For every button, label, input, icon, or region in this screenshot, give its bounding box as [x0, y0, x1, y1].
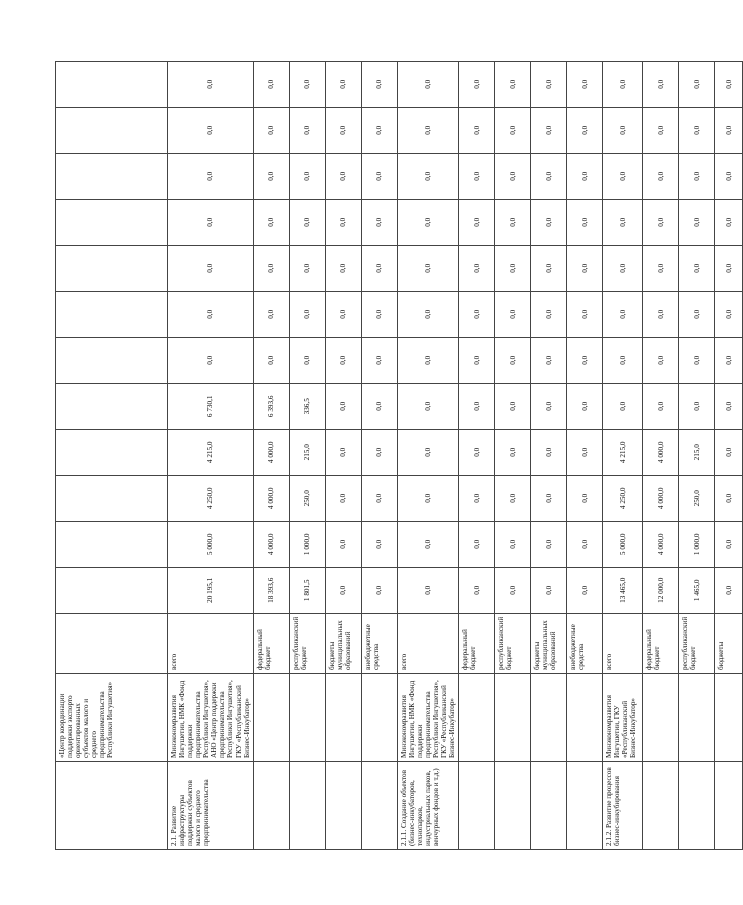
value-cell: 4 215,0: [168, 429, 254, 475]
value-cell: [56, 567, 168, 613]
value-cell: 0,0: [168, 337, 254, 383]
event-cell: [56, 762, 168, 850]
value-cell: 0,0: [495, 107, 531, 153]
value-cell: 0,0: [715, 153, 743, 199]
event-cell: [325, 762, 361, 850]
value-cell: 0,0: [679, 199, 715, 245]
table-row: [715, 61, 743, 849]
value-cell: 0,0: [643, 153, 679, 199]
value-cell: 0,0: [715, 383, 743, 429]
value-cell: 0,0: [643, 61, 679, 107]
value-cell: 1 000,0: [679, 521, 715, 567]
value-cell: 0,0: [531, 153, 567, 199]
value-cell: 0,0: [397, 521, 458, 567]
funding-source-cell: федеральный бюджет: [643, 613, 679, 673]
value-cell: 0,0: [567, 107, 603, 153]
event-cell: [679, 762, 715, 850]
value-cell: 13 465,0: [603, 567, 643, 613]
value-cell: 0,0: [715, 429, 743, 475]
executor-cell: Минэкономразвития Ингушетии, НМК «Фонд поддержки предпринимательства Республики Ингушетия», АНО «Центр поддержки предпринимательства Республики Ингушетия», ГКУ «Республиканский Бизнес-Инкубатор»: [168, 674, 254, 762]
value-cell: 0,0: [253, 61, 289, 107]
value-cell: 0,0: [531, 291, 567, 337]
funding-source-cell: [56, 613, 168, 673]
value-cell: 0,0: [168, 107, 254, 153]
value-cell: 0,0: [567, 245, 603, 291]
value-cell: 0,0: [643, 107, 679, 153]
value-cell: 0,0: [361, 153, 397, 199]
value-cell: 0,0: [361, 245, 397, 291]
value-cell: [56, 475, 168, 521]
value-cell: 0,0: [253, 199, 289, 245]
value-cell: 4 000,0: [643, 475, 679, 521]
value-cell: 0,0: [679, 61, 715, 107]
value-cell: 0,0: [325, 475, 361, 521]
table-row: [531, 61, 567, 849]
value-cell: 0,0: [361, 107, 397, 153]
value-cell: 0,0: [459, 153, 495, 199]
value-cell: 0,0: [531, 567, 567, 613]
value-cell: 0,0: [603, 61, 643, 107]
executor-cell: [567, 674, 603, 762]
value-cell: 0,0: [679, 107, 715, 153]
value-cell: 0,0: [567, 291, 603, 337]
executor-cell: Минэкономразвития Ингушетии, НМК «Фонд поддержки предпринимательства Республики Ингушетия», ГКУ «Республиканский Бизнес-Инкубатор»: [397, 674, 458, 762]
event-cell: [459, 762, 495, 850]
event-cell: 2.1.2. Развитие процессов бизнес-инкубирования: [603, 762, 643, 850]
funding-source-cell: республиканский бюджет: [495, 613, 531, 673]
value-cell: 0,0: [715, 337, 743, 383]
value-cell: 0,0: [567, 383, 603, 429]
value-cell: 0,0: [397, 291, 458, 337]
table-row: [459, 61, 495, 849]
value-cell: 215,0: [289, 429, 325, 475]
value-cell: 0,0: [459, 291, 495, 337]
value-cell: 0,0: [289, 199, 325, 245]
value-cell: 0,0: [495, 291, 531, 337]
funding-source-cell: внебюджетные средства: [361, 613, 397, 673]
funding-source-cell: бюджеты: [715, 613, 743, 673]
event-cell: [643, 762, 679, 850]
funding-source-cell: республиканский бюджет: [289, 613, 325, 673]
executor-cell: [459, 674, 495, 762]
value-cell: 0,0: [397, 567, 458, 613]
value-cell: 0,0: [679, 245, 715, 291]
value-cell: 0,0: [168, 245, 254, 291]
value-cell: 0,0: [361, 567, 397, 613]
value-cell: 0,0: [495, 521, 531, 567]
value-cell: 0,0: [459, 245, 495, 291]
value-cell: 4 000,0: [643, 429, 679, 475]
funding-source-cell: всего: [603, 613, 643, 673]
value-cell: 0,0: [397, 107, 458, 153]
executor-cell: [679, 674, 715, 762]
value-cell: 0,0: [361, 475, 397, 521]
value-cell: 0,0: [603, 153, 643, 199]
value-cell: 0,0: [495, 429, 531, 475]
value-cell: [56, 521, 168, 567]
value-cell: 0,0: [567, 521, 603, 567]
value-cell: 0,0: [325, 567, 361, 613]
value-cell: 0,0: [397, 199, 458, 245]
value-cell: 0,0: [643, 245, 679, 291]
value-cell: 0,0: [325, 153, 361, 199]
value-cell: 0,0: [567, 337, 603, 383]
value-cell: 0,0: [289, 337, 325, 383]
executor-cell: [643, 674, 679, 762]
value-cell: 0,0: [325, 337, 361, 383]
event-cell: [361, 762, 397, 850]
value-cell: 0,0: [325, 521, 361, 567]
value-cell: 215,0: [679, 429, 715, 475]
funding-source-cell: бюджеты муниципальных образований: [325, 613, 361, 673]
value-cell: 0,0: [459, 429, 495, 475]
table-row: [253, 61, 289, 849]
value-cell: 0,0: [325, 429, 361, 475]
funding-source-cell: бюджеты муниципальных образований: [531, 613, 567, 673]
value-cell: 1 000,0: [289, 521, 325, 567]
value-cell: 0,0: [253, 107, 289, 153]
value-cell: 0,0: [715, 521, 743, 567]
value-cell: 0,0: [253, 291, 289, 337]
executor-cell: Минэкономразвития Ингушетии, ГКУ «Республиканский Бизнес-Инкубатор»: [603, 674, 643, 762]
table-row: [397, 61, 458, 849]
event-cell: 2.1. Развитие инфраструктуры поддержки субъектов малого и среднего предпринимательства: [168, 762, 254, 850]
value-cell: 0,0: [459, 107, 495, 153]
value-cell: 0,0: [679, 291, 715, 337]
value-cell: 0,0: [253, 337, 289, 383]
table-row: [56, 61, 168, 849]
value-cell: 0,0: [495, 153, 531, 199]
executor-cell: [715, 674, 743, 762]
executor-cell: [531, 674, 567, 762]
table-row: [325, 61, 361, 849]
value-cell: 0,0: [603, 291, 643, 337]
value-cell: 0,0: [531, 245, 567, 291]
value-cell: 18 393,6: [253, 567, 289, 613]
table-row: [495, 61, 531, 849]
value-cell: 0,0: [459, 567, 495, 613]
value-cell: 0,0: [495, 383, 531, 429]
value-cell: [56, 61, 168, 107]
event-cell: [253, 762, 289, 850]
value-cell: 0,0: [325, 61, 361, 107]
value-cell: 0,0: [643, 291, 679, 337]
value-cell: 0,0: [567, 61, 603, 107]
value-cell: 0,0: [495, 245, 531, 291]
value-cell: 0,0: [531, 383, 567, 429]
executor-cell: [495, 674, 531, 762]
value-cell: 0,0: [603, 107, 643, 153]
value-cell: [56, 291, 168, 337]
value-cell: 0,0: [289, 107, 325, 153]
value-cell: 0,0: [397, 153, 458, 199]
funding-source-cell: внебюджетные средства: [567, 613, 603, 673]
value-cell: 0,0: [168, 61, 254, 107]
value-cell: 0,0: [715, 199, 743, 245]
value-cell: 0,0: [531, 475, 567, 521]
value-cell: 0,0: [253, 153, 289, 199]
event-cell: 2.1.1. Создание объектов (бизнес-инкубаторов, технопарков, индустриальных парков, венчурных фондов и т.д.): [397, 762, 458, 850]
value-cell: 0,0: [289, 291, 325, 337]
executor-cell: [325, 674, 361, 762]
value-cell: 0,0: [168, 291, 254, 337]
value-cell: 4 000,0: [253, 429, 289, 475]
value-cell: 0,0: [567, 475, 603, 521]
value-cell: 1 801,5: [289, 567, 325, 613]
value-cell: 0,0: [715, 291, 743, 337]
value-cell: 0,0: [567, 153, 603, 199]
event-cell: [531, 762, 567, 850]
executor-cell: [253, 674, 289, 762]
value-cell: 0,0: [679, 153, 715, 199]
value-cell: 0,0: [567, 567, 603, 613]
value-cell: 0,0: [397, 61, 458, 107]
value-cell: 5 000,0: [603, 521, 643, 567]
value-cell: 0,0: [459, 199, 495, 245]
value-cell: 0,0: [325, 199, 361, 245]
value-cell: 4 000,0: [253, 475, 289, 521]
value-cell: 0,0: [289, 153, 325, 199]
value-cell: 0,0: [325, 245, 361, 291]
funding-source-cell: всего: [168, 613, 254, 673]
executor-cell: [361, 674, 397, 762]
value-cell: 0,0: [168, 199, 254, 245]
value-cell: 336,5: [289, 383, 325, 429]
value-cell: 0,0: [361, 291, 397, 337]
value-cell: 0,0: [168, 153, 254, 199]
value-cell: 0,0: [531, 107, 567, 153]
value-cell: [56, 107, 168, 153]
value-cell: 0,0: [531, 429, 567, 475]
budget-table: [55, 61, 743, 850]
value-cell: 4 215,0: [603, 429, 643, 475]
value-cell: 4 000,0: [643, 521, 679, 567]
value-cell: 0,0: [495, 61, 531, 107]
value-cell: 12 000,0: [643, 567, 679, 613]
value-cell: 6 730,1: [168, 383, 254, 429]
value-cell: 0,0: [459, 337, 495, 383]
value-cell: 0,0: [531, 61, 567, 107]
value-cell: 0,0: [325, 291, 361, 337]
funding-source-cell: федеральный бюджет: [253, 613, 289, 673]
value-cell: [56, 383, 168, 429]
value-cell: 0,0: [531, 199, 567, 245]
value-cell: 0,0: [397, 383, 458, 429]
event-cell: [289, 762, 325, 850]
funding-source-cell: федеральный бюджет: [459, 613, 495, 673]
value-cell: 0,0: [567, 429, 603, 475]
value-cell: 0,0: [531, 521, 567, 567]
value-cell: 0,0: [361, 383, 397, 429]
value-cell: 0,0: [459, 383, 495, 429]
value-cell: 0,0: [459, 521, 495, 567]
value-cell: 0,0: [603, 383, 643, 429]
value-cell: 0,0: [397, 245, 458, 291]
value-cell: [56, 245, 168, 291]
value-cell: 0,0: [289, 61, 325, 107]
value-cell: 0,0: [643, 337, 679, 383]
value-cell: 0,0: [567, 199, 603, 245]
value-cell: 0,0: [643, 199, 679, 245]
value-cell: 0,0: [459, 61, 495, 107]
value-cell: 0,0: [531, 337, 567, 383]
value-cell: 250,0: [679, 475, 715, 521]
value-cell: 0,0: [679, 383, 715, 429]
value-cell: 0,0: [253, 245, 289, 291]
event-cell: [567, 762, 603, 850]
value-cell: 0,0: [495, 567, 531, 613]
value-cell: 0,0: [495, 337, 531, 383]
value-cell: [56, 153, 168, 199]
value-cell: 0,0: [603, 337, 643, 383]
value-cell: [56, 337, 168, 383]
value-cell: 0,0: [679, 337, 715, 383]
value-cell: 0,0: [397, 429, 458, 475]
value-cell: 0,0: [603, 245, 643, 291]
value-cell: 4 000,0: [253, 521, 289, 567]
table-row: [603, 61, 643, 849]
value-cell: 0,0: [361, 429, 397, 475]
value-cell: 5 000,0: [168, 521, 254, 567]
table-row: [567, 61, 603, 849]
funding-source-cell: республиканский бюджет: [679, 613, 715, 673]
event-cell: [715, 762, 743, 850]
value-cell: 0,0: [715, 107, 743, 153]
value-cell: 0,0: [643, 383, 679, 429]
executor-cell: [289, 674, 325, 762]
value-cell: 0,0: [397, 337, 458, 383]
value-cell: 0,0: [361, 521, 397, 567]
value-cell: 0,0: [495, 475, 531, 521]
value-cell: 0,0: [715, 475, 743, 521]
value-cell: 0,0: [495, 199, 531, 245]
value-cell: 0,0: [715, 567, 743, 613]
value-cell: 250,0: [289, 475, 325, 521]
value-cell: 4 250,0: [168, 475, 254, 521]
table-row: [289, 61, 325, 849]
value-cell: 20 195,1: [168, 567, 254, 613]
table-row: [361, 61, 397, 849]
value-cell: 0,0: [361, 61, 397, 107]
table-row: [643, 61, 679, 849]
value-cell: 0,0: [715, 245, 743, 291]
executor-cell: «Центр координации поддержки экспорто ориентированных субъектов малого и среднего предпринимательства Республики Ингушетия»: [56, 674, 168, 762]
value-cell: [56, 429, 168, 475]
event-cell: [495, 762, 531, 850]
value-cell: 0,0: [459, 475, 495, 521]
value-cell: 0,0: [289, 245, 325, 291]
value-cell: 0,0: [325, 383, 361, 429]
table-row: [168, 61, 254, 849]
value-cell: 1 465,0: [679, 567, 715, 613]
value-cell: 0,0: [715, 61, 743, 107]
value-cell: 4 250,0: [603, 475, 643, 521]
value-cell: 0,0: [603, 199, 643, 245]
value-cell: 0,0: [361, 199, 397, 245]
value-cell: 0,0: [397, 475, 458, 521]
value-cell: 0,0: [325, 107, 361, 153]
funding-source-cell: всего: [397, 613, 458, 673]
table-row: [679, 61, 715, 849]
value-cell: 6 393,6: [253, 383, 289, 429]
value-cell: [56, 199, 168, 245]
value-cell: 0,0: [361, 337, 397, 383]
